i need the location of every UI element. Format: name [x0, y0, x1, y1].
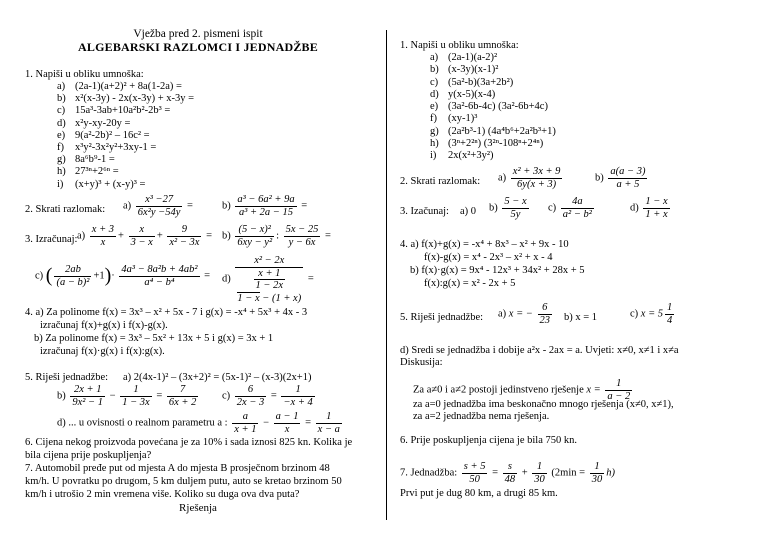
item-expression: (3a²-6b-4c) (3a²-6b+4c): [448, 101, 548, 113]
list-item: [430, 113, 556, 125]
item-letter: h): [57, 166, 66, 178]
item-letter: g): [430, 125, 439, 137]
q2b-expression: b) $\frac{\text{a³ − 6a² + 9a}}{\text{a³ + 2a − 15}}$ =: [222, 194, 308, 218]
r5d-line-3: Za a≠0 i a≠2 postoji jedinstveno rješenje x = $\frac{1}{a - 2}$: [413, 378, 631, 402]
q6-text-2: bila cijena prije poskupljenja?: [25, 450, 152, 461]
list-item: [57, 130, 194, 142]
item-letter: g): [57, 154, 66, 166]
list-item: [430, 126, 556, 138]
q3c-expression: c) ( $\frac{2ab}{\text{(a − b)²}}$ +1)· $\frac{\text{4a³ − 8a²b + 4ab²}}{\text{a⁴ − b⁴}}$ =: [35, 264, 211, 288]
item-letter: i): [430, 150, 437, 162]
r5c-answer: c) x = 5 $\frac{1}{4}$: [630, 302, 673, 326]
q3a-expression: a) $\frac{x + 3}{x}$ + $\frac{x}{3 - x}$ + $\frac{9}{\text{x² − 3x}}$ =: [77, 224, 212, 248]
item-letter: i): [57, 178, 64, 190]
q1-list: [57, 81, 194, 191]
item-expression: x³y²-3x²y²+3xy-1 =: [75, 141, 157, 153]
q3d-expression: d) x² − 2x $\frac{x + 1}{1 - 2x}$ 1 − x − (1 + x) =: [222, 255, 314, 304]
column-divider: [386, 30, 387, 520]
item-expression: x²y-xy-20y =: [75, 117, 131, 129]
q2a-expression: a) $\frac{\text{x³ −27}}{\text{6x²y −54y}}$ =: [123, 194, 193, 218]
item-expression: x²(x-3y) - 2x(x-3y) + x-3y =: [75, 93, 195, 105]
item-letter: a): [430, 52, 439, 63]
r4-line-4: f(x):g(x) = x² - 2x + 5: [424, 278, 516, 289]
r5d-line-2: Diskusija:: [400, 357, 443, 368]
q5-title: 5. Riješi jednadžbe:: [25, 372, 109, 383]
r3a-answer: a) 0: [460, 206, 477, 217]
r3c-answer: c) $\frac{4a}{\text{a² − b²}}$: [548, 196, 592, 220]
q5c-expression: c) $\frac{6}{2x - 3}$ = $\frac{1}{-x + 4}$: [222, 384, 313, 408]
r5d-line-5: za a=2 jednadžba nema rješenja.: [413, 411, 550, 422]
item-expression: 9(a²-2b)² – 16c² =: [75, 129, 150, 141]
item-expression: y(x-5)(x-4): [448, 88, 496, 100]
q7-text: 7. Automobil pređe put od mjesta A do mjesta B prosječnom brzinom 48: [25, 463, 330, 474]
item-expression: (5a²-b)(3a+2b²): [448, 76, 514, 88]
list-item: [57, 166, 194, 178]
item-letter: b): [430, 64, 439, 76]
list-item: [430, 101, 556, 113]
page-title: Vježba pred 2. pismeni ispit: [133, 28, 263, 40]
item-expression: (xy-1)³: [448, 113, 478, 125]
q6-text: 6. Cijena nekog proizvoda povećana je za 10% i sada iznosi 825 kn. Kolika je: [25, 437, 353, 448]
item-expression: (x+y)³ + (x-y)³ =: [75, 178, 146, 190]
q3-title: 3. Izračunaj:: [25, 234, 78, 245]
q4b-text: b) Za polinome f(x) = 3x³ – 5x² + 13x + 5 i g(x) = 3x + 1: [34, 333, 274, 344]
r5a-answer: a) x = − $\frac{6}{23}$: [498, 302, 551, 326]
r7-equation: 7. Jednadžba: $\frac{s + 5}{50}$ = $\frac{s}{48}$ + $\frac{1}{30}$ (2min = $\frac{1}{30}$ h): [400, 461, 615, 485]
q7-text-3: km/h i utrošio 2 min vremena više. Koliko su duga ova dva puta?: [25, 489, 300, 500]
q4b-text-2: izračunaj f(x)·g(x) i f(x):g(x).: [40, 346, 165, 357]
r1-title: 1. Napiši u obliku umnoška:: [400, 40, 519, 51]
item-expression: 8a⁶b⁹-1 =: [75, 154, 115, 166]
r4-line-3: b) f(x)·g(x) = 9x⁴ - 12x³ + 34x² + 28x + 5: [410, 265, 585, 276]
list-item: [430, 150, 556, 162]
item-letter: f): [57, 141, 64, 153]
r2-title: 2. Skrati razlomak:: [400, 176, 481, 187]
list-item: [57, 179, 194, 191]
list-item: [57, 142, 194, 154]
list-item: [430, 89, 556, 101]
r2b-answer: b) $\frac{a(a - 3)}{a + 5}$: [595, 166, 646, 190]
r5d-line-1: d) Sredi se jednadžba i dobije a²x - 2ax = a. Uvjeti: x≠0, x≠1 i x≠a: [400, 345, 679, 356]
q4a-text-2: izračunaj f(x)+g(x) i f(x)-g(x).: [40, 320, 168, 331]
r4-line-2: f(x)-g(x) = x⁴ - 2x³ – x² + x - 4: [424, 252, 553, 263]
q5b-expression: b) $\frac{2x + 1}{\text{9x² − 1}}$ − $\frac{1}{1 - 3x}$ = $\frac{7}{6x + 2}$: [57, 384, 197, 408]
q7-text-2: km/h. U povratku po drugom, 5 km duljem putu, auto se kretao brzinom 50: [25, 476, 342, 487]
list-item: [57, 93, 194, 105]
item-expression: (x-3y)(x-1)²: [448, 64, 499, 76]
item-letter: e): [430, 101, 439, 113]
q5a-expression: a) 2(4x-1)² – (3x+2)² = (5x-1)² – (x-3)(2x+1): [123, 372, 312, 383]
item-letter: d): [57, 117, 66, 129]
list-item: [57, 118, 194, 130]
list-item: [57, 105, 194, 117]
list-item: [57, 154, 194, 166]
list-item: [430, 64, 556, 76]
r3d-answer: d) $\frac{1 - x}{1 + x}$: [630, 196, 668, 220]
r5-title: 5. Riješi jednadžbe:: [400, 312, 484, 323]
item-letter: b): [57, 93, 66, 105]
r5b-answer: b) x = 1: [564, 312, 598, 323]
item-expression: (2a-1)(a+2)² + 8a(1-2a) =: [75, 81, 182, 92]
list-item: [430, 52, 556, 64]
item-letter: h): [430, 138, 439, 150]
q3b-expression: b) $\frac{\text{(5 − x)²}}{\text{6xy − y²}}$ : $\frac{5x - 25}{y - 6x}$ =: [222, 224, 331, 248]
r4-line-1: 4. a) f(x)+g(x) = -x⁴ + 8x³ – x² + 9x - 10: [400, 239, 569, 250]
list-item: [430, 77, 556, 89]
item-letter: c): [430, 76, 439, 88]
r5d-line-4: za a=0 jednadžba ima beskonačno mnogo rješenja (x≠0, x≠1),: [413, 399, 674, 410]
list-item: [430, 138, 556, 150]
item-expression: 2x(x²+3y²): [448, 150, 494, 162]
solutions-footer: Rješenja: [179, 502, 217, 514]
q1-title: 1. Napiši u obliku umnoška:: [25, 69, 144, 80]
q4a-text: 4. a) Za polinome f(x) = 3x³ – x² + 5x - 7 i g(x) = -x⁴ + 5x³ + 4x - 3: [25, 307, 308, 318]
r6-answer: 6. Prije poskupljenja cijena je bila 750 kn.: [400, 435, 578, 446]
r1-list: [430, 52, 556, 163]
r3b-answer: b) $\frac{5 - x}{5y}$: [489, 196, 527, 220]
item-letter: a): [57, 81, 66, 92]
item-expression: 15a³-3ab+10a²b²-2b³ =: [75, 105, 171, 117]
item-letter: c): [57, 105, 66, 117]
r2a-answer: a) $\frac{\text{x² + 3x + 9}}{6y(x + 3)}$: [498, 166, 561, 190]
page-subtitle: ALGEBARSKI RAZLOMCI I JEDNADŽBE: [78, 40, 318, 54]
item-expression: (2a²b³-1) (4a⁴b⁶+2a²b³+1): [448, 125, 556, 137]
r7-answer: Prvi put je dug 80 km, a drugi 85 km.: [400, 488, 558, 499]
item-letter: e): [57, 129, 66, 141]
item-expression: (3ⁿ+2²ⁿ) (3²ⁿ-108ⁿ+2⁴ⁿ): [448, 138, 544, 150]
item-letter: f): [430, 113, 437, 125]
item-expression: (2a-1)(a-2)²: [448, 52, 498, 63]
q2-title: 2. Skrati razlomak:: [25, 204, 106, 215]
list-item: [57, 81, 194, 93]
item-letter: d): [430, 88, 439, 100]
item-expression: 27³ⁿ+2⁶ⁿ =: [75, 166, 119, 178]
r3-title: 3. Izačunaj:: [400, 206, 449, 217]
q5d-expression: d) ... u ovisnosti o realnom parametru a : $\frac{a}{x + 1}$ − $\frac{a - 1}{x}$ = $\frac{1}{x - a}$: [57, 411, 340, 435]
